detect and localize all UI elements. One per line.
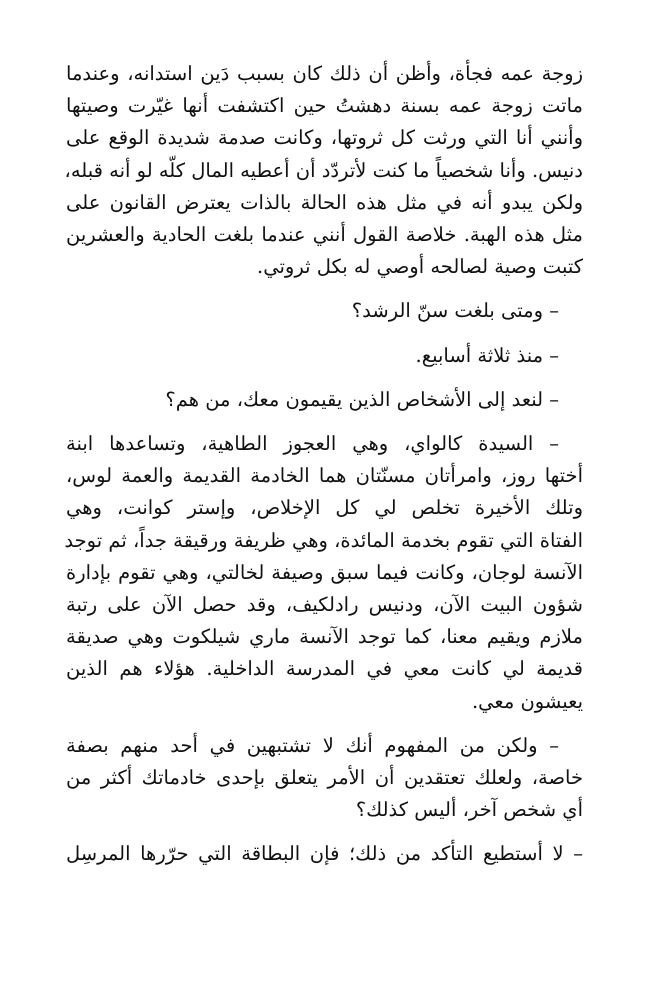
text-line: – ومتى بلغت سنّ الرشد؟ xyxy=(351,299,559,323)
paragraph-narrative xyxy=(66,58,583,283)
text-line: أختها روز، وامرأتان مسنّتان هما الخادمة القديمة والعمة لوس، xyxy=(66,464,583,488)
dialog-answer-weeks xyxy=(66,340,583,372)
text-line: مثل هذه الهبة. خلاصة القول أنني عندما بلغت الحادية والعشرين xyxy=(66,223,583,247)
text-line: ماتت زوجة عمه بسنة دهشتُ حين اكتشفت أنها غيّرت وصيتها xyxy=(66,94,583,118)
text-line: خاصة، ولعلك تعتقدين أن الأمر يتعلق بإحدى خادماتك أكثر من xyxy=(66,766,583,790)
text-line: دنيس. وأنا شخصياً ما كنت لأتردّد أن أعطيه المال كلّه لو أنه قبله، xyxy=(64,158,583,182)
dialog-answer-residents xyxy=(66,428,583,718)
text-line: الفتاة التي تقوم بخدمة المائدة، وهي ظريفة ورقيقة جداً، ثم توجد xyxy=(64,528,583,552)
dialog-question-suspicion xyxy=(66,730,583,827)
text-line: شؤون البيت الآن، ودنيس رادلكيف، وقد حصل الآن على رتبة xyxy=(66,593,583,617)
text-line: – لنعد إلى الأشخاص الذين يقيمون معك، من هم؟ xyxy=(165,387,559,411)
text-line: كتبت وصية لصالحه أوصي له بكل ثروتي. xyxy=(257,255,583,279)
dialog-answer-card xyxy=(66,838,583,870)
page-text xyxy=(66,58,583,871)
text-line: ملازم ويقيم معنا، كما توجد الآنسة ماري شيلكوت وهي صديقة xyxy=(66,625,583,649)
text-line: زوجة عمه فجأة، وأظن أن ذلك كان بسبب دَين استدانه، وعندما xyxy=(66,62,583,85)
text-line: الآنسة لوجان، وكانت فيما سبق وصيفة لخالتي، وهي تقوم بإدارة xyxy=(66,560,583,584)
text-line: يعيشون معي. xyxy=(471,689,583,713)
dialog-question-age xyxy=(66,295,583,327)
text-line: وأنني أنا التي ورثت كل ثروتها، وكانت صدمة شديدة الوقع على xyxy=(66,126,583,150)
text-line: – منذ ثلاثة أسابيع. xyxy=(415,343,559,367)
text-line: قديمة لي كانت معي في المدرسة الداخلية. هؤلاء هم الذين xyxy=(66,657,583,681)
text-line: – ولكن من المفهوم أنك لا تشتبهين في أحد منهم بصفة xyxy=(66,733,559,757)
text-line: ولكن يبدو أنه في مثل هذه الحالة بالذات يعترض القانون على xyxy=(66,190,583,214)
text-line: – لا أستطيع التأكد من ذلك؛ فإن البطاقة التي حرّرها المرسِل xyxy=(66,842,583,866)
text-line: – السيدة كالواي، وهي العجوز الطاهية، وتساعدها ابنة xyxy=(66,432,559,456)
text-line: وتلك الأخيرة تخلص لي كل الإخلاص، وإستر كوانت، وهي xyxy=(66,496,583,520)
text-line: أي شخص آخر، أليس كذلك؟ xyxy=(355,798,583,822)
dialog-question-residents xyxy=(66,384,583,416)
